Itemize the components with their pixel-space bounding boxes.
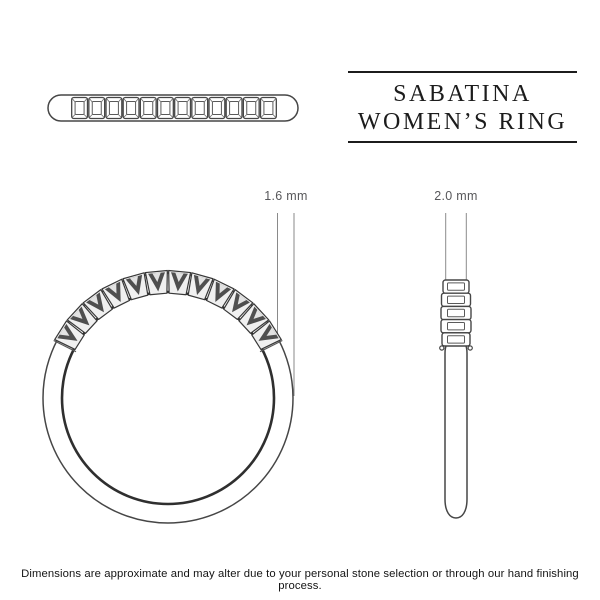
dimension-label-band-thickness: 1.6 mm [264, 189, 308, 203]
product-type: WOMEN’S RING [357, 109, 568, 135]
title-block [348, 71, 577, 143]
product-name: SABATINA [393, 81, 532, 107]
dimension-extension-lines [278, 213, 467, 396]
band-top-view [48, 95, 298, 121]
dimension-label-band-width: 2.0 mm [434, 189, 478, 203]
ring-front-view [43, 271, 293, 523]
ring-side-view [440, 280, 473, 518]
disclaimer-text: Dimensions are approximate and may alter due to your personal stone selection or through our hand finishing process. [21, 568, 579, 592]
